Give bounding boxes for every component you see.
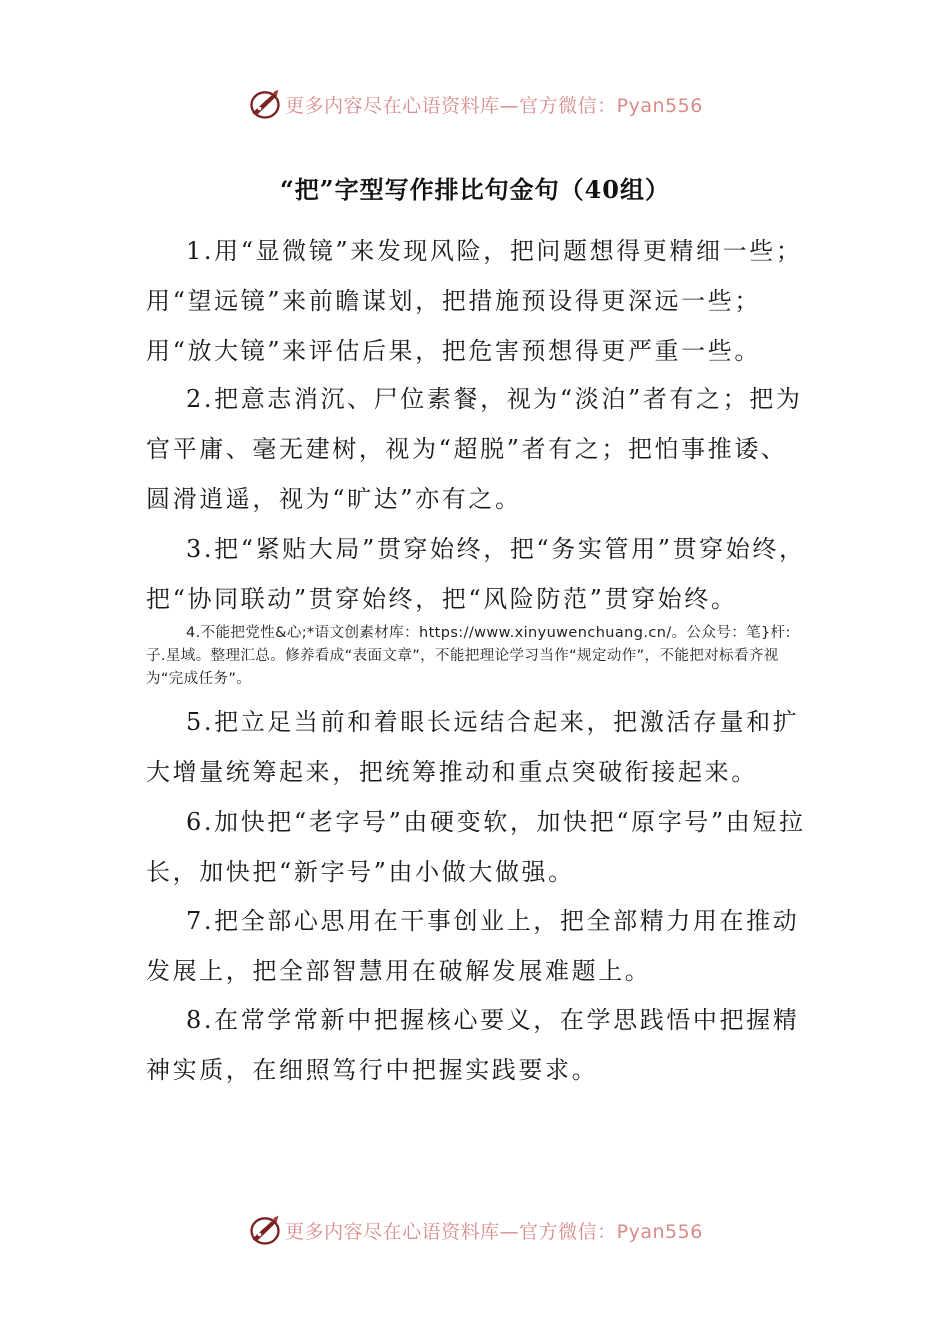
pen-circle-logo-icon xyxy=(247,86,283,122)
paragraph-4: 4.不能把党性&心;*语文创素材库：https://www.xinyuwenchuang.cn/。公众号：笔}杆:子.星域。整理汇总。修养看成“表面文章”，不能把理论学习当作“规定动作”，不能把对标看齐视为“完成任务”。 xyxy=(146,625,791,687)
header-banner-text: 更多内容尽在心语资料库—官方微信：Pyan556 xyxy=(285,94,703,117)
paragraph-2: 2.把意志消沉、尸位素餐，视为“淡泊”者有之；把为官平庸、毫无建树，视为“超脱”者有之；把怕事推诿、圆滑逍遥，视为“旷达”亦有之。 xyxy=(146,385,803,513)
footer-banner-text: 更多内容尽在心语资料库—官方微信：Pyan556 xyxy=(285,1220,703,1243)
footer-banner xyxy=(0,1210,950,1250)
paragraph-6: 6.加快把“老字号”由硬变软，加快把“原字号”由短拉长，加快把“新字号”由小做大做强。 xyxy=(146,808,806,886)
paragraph-1: 1.用“显微镜”来发现风险，把问题想得更精细一些；用“望远镜”来前瞻谋划，把措施预设得更深远一些；用“放大镜”来评估后果，把危害预想得更严重一些。 xyxy=(146,237,803,365)
paragraph-7: 7.把全部心思用在干事创业上，把全部精力用在推动发展上，把全部智慧用在破解发展难题上。 xyxy=(146,907,800,985)
header-banner xyxy=(0,84,950,124)
paragraph-8: 8.在常学常新中把握核心要义，在学思践悟中把握精神实质，在细照笃行中把握实践要求。 xyxy=(146,1006,800,1084)
paragraph-5: 5.把立足当前和着眼长远结合起来，把激活存量和扩大增量统筹起来，把统筹推动和重点突破衔接起来。 xyxy=(146,708,800,786)
page-title: “把”字型写作排比句金句（40组） xyxy=(279,175,670,204)
pen-circle-logo-icon xyxy=(247,1212,283,1248)
paragraph-3: 3.把“紧贴大局”贯穿始终，把“务实管用”贯穿始终，把“协同联动”贯穿始终，把“风险防范”贯穿始终。 xyxy=(146,535,806,613)
